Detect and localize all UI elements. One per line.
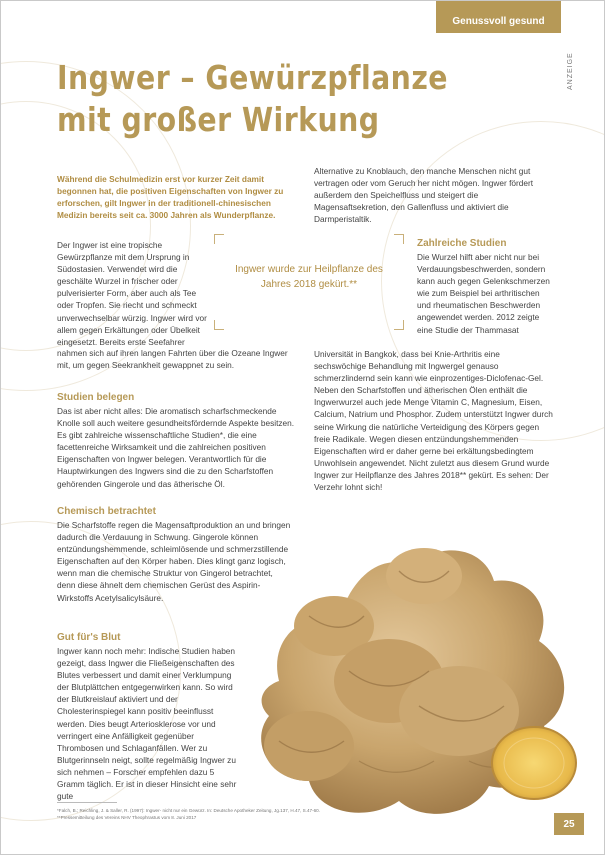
intro-paragraph-continued: nahmen sich auf ihren langen Fahrten über die Ozeane Ingwer mit, um gegen Seekrankheit gewappnet zu sein. [57, 348, 288, 371]
footnote-1: *Falch, B.; Reichling, J. & Saller, R. (1997): Ingwer- nicht nur ein Gewürz. In: Deutsche Apotheker Zeitung, Jg.137, H.47, S.47-60. [57, 808, 320, 813]
section-tab: Genussvoll gesund [436, 1, 561, 33]
blut-paragraph: Ingwer kann noch mehr: Indische Studien haben gezeigt, dass Ingwer die Fließeigenschaften des Blutes verbessert und damit einer Verklumpung der Blutplättchen entgegenwirken kann. So wird der Blutkreislauf aktiviert und der Cholesterinspiegel kann positiv beeinflusst werden. Dies beugt Arteriosklerose vor und verringert eine Anfälligkeit gegenüber Thrombosen und Schlaganfällen. Wer zu Blutgerinnseln neigt, sollte regelmäßig Ingwer zu sich nehmen – Forscher empfehlen dazu 5 Gramm täglich. Er ist in dieser Hinsicht eine sehr gute [57, 646, 237, 802]
heading-studien-belegen: Studien belegen [57, 392, 135, 403]
chemisch-paragraph: Die Scharfstoffe regen die Magensaftproduktion an und bringen dadurch die Verdauung in Schwung. Gingerole können entzündungshemmende, schleimlösende und schmerzstillende Eigenschaften auf den Körper haben. Dies klingt ganz logisch, wenn man die chemische Struktur von Gingerol betrachtet, denn diese ähnelt dem chemischen Gerüst des Aspirin-Wirkstoffs Acetylsalicylsäure. [57, 520, 291, 603]
quote-corner [394, 320, 404, 330]
heading-zahlreiche-studien: Zahlreiche Studien [417, 238, 507, 249]
quote-corner [394, 234, 404, 244]
title-line-1: Ingwer – Gewürzpflanze [57, 58, 448, 97]
zahlreiche-paragraph-continued: Universität in Bangkok, dass bei Knie-Arthritis eine sechswöchige Behandlung mit Ingwergel genauso schmerzlindernd sein kann wie einprozentiges-Diclofenac-Gel. Neben den Scharfstoffen und ätherischen Ölen enthält die Ingwerwurzel auch jede Menge Vitamin C, Magnesium, Eisen, Calcium, Natrium und Phosphor. Zudem unterstützt Ingwer durch seine Wirkung die natürliche Verteidigung des Körpers gegen freie Radikale. Wegen diesen entzündungshemmenden Eigenschaften wird er daher gerne bei erkältungsbedingtem Unwohlsein angewendet. Nicht zuletzt aus diesem Grund wurde Ingwer zur Heilpflanze des Jahres 2018** gekürt. Es sehen: Der Verzehr lohnt sich! [314, 349, 553, 493]
studien-paragraph: Das ist aber nicht alles: Die aromatisch scharfschmeckende Knolle soll auch weitere gesundheitsfördernde Aspekte besitzen. Es gibt zahlreiche wissenschaftliche Studien*, die eine facettenreiche Wirksamkeit und die zahlreichen positiven Eigenschaften von Ingwer belegen. Verantwortlich für die Hauptwirkungen des Ingwers sind die zu den Scharfstoffen gehörenden Gingerole und das ätherische Öl. [57, 406, 295, 489]
page-number: 25 [554, 813, 584, 835]
right-intro-paragraph: Alternative zu Knoblauch, den manche Menschen nicht gut vertragen oder vom Geruch her nicht mögen. Ingwer fördert außerdem den Speichelfluss und steigert die Magensaftsekretion, den Gallenfluss und aktiviert die Darmperistaltik. [314, 166, 534, 225]
heading-chemisch-betrachtet: Chemisch betrachtet [57, 506, 156, 517]
footnote-rule [57, 802, 117, 803]
footnote-2: **Pressemitteilung des Vereins NHV Theophrastus vom 8. Juni 2017 [57, 815, 197, 820]
quote-corner [214, 234, 224, 244]
page-title [57, 57, 448, 141]
heading-gut-fuers-blut: Gut für's Blut [57, 632, 121, 643]
pull-quote-text: Ingwer wurde zur Heilpflanze des Jahres 2018 gekürt.** [235, 264, 383, 290]
footnotes [57, 807, 457, 821]
zahlreiche-paragraph: Die Wurzel hilft aber nicht nur bei Verdauungsbeschwerden, sondern kann auch gegen Gelenkschmerzen wie zum Beispiel bei arthritischen und rheumatischen Beschwerden angewendet werden. 2012 zeigte eine Studie der Thammasat [417, 252, 550, 335]
title-line-2: mit großer Wirkung [57, 100, 380, 139]
lead-paragraph: Während die Schulmedizin erst vor kurzer Zeit damit begonnen hat, die positiven Eigenschaften von Ingwer zu erforschen, gilt Ingwer in der traditionell-chinesischen Medizin bereits seit ca. 3000 Jahren als Wunderpflanze. [57, 174, 284, 221]
pull-quote [214, 234, 404, 330]
intro-paragraph: Der Ingwer ist eine tropische Gewürzpflanze mit dem Ursprung in Südostasien. Verwendet wird die geschälte Wurzel in frischer oder pulverisierter Form, aber auch als Tee oder Tropfen. Sie riecht und schmeckt unverwechselbar würzig. Ingwer wird vor allem gegen Erkältungen oder Übelkeit eingesetzt. Bereits erste Seefahrer [57, 240, 207, 347]
quote-corner [214, 320, 224, 330]
advertisement-label: ANZEIGE [567, 52, 574, 90]
ginger-root-image [239, 531, 587, 829]
